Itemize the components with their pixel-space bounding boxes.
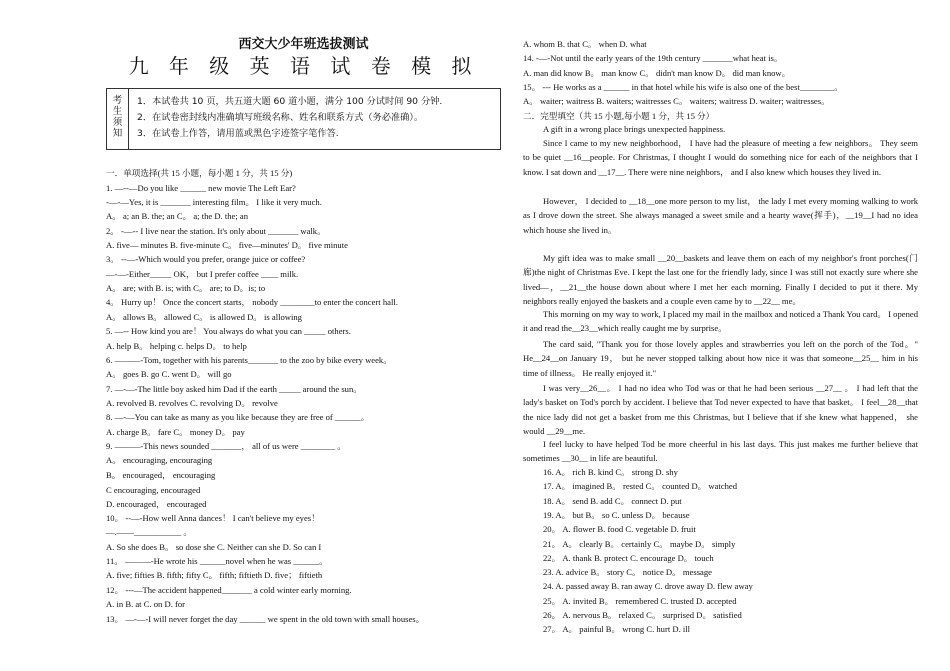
question-line: A. So she does B。 so dose she C. Neither can she D. So can I [106, 542, 322, 552]
answer-option-line: 27。 A。 painful B。 wrong C. hurt D. ill [543, 624, 691, 635]
passage-paragraph: My gift idea was to make small __20__baskets and leave them on each of my neighbor's front porches(门廊)the night of Christmas Eve. I kept the last one for the friendly lady, since I was still not exactly sure where she lived—，__21__the house down about where I met her each morning. Finally I decided to put it there. My neighbors really enjoyed the baskets and a couple even came by to __22__ me。 [523, 253, 918, 307]
section-heading: 二．完型填空（共 15 小题,每小题 1 分，共 15 分） [523, 111, 715, 121]
answer-option-line: 16. A。 rich B. kind C。 strong D. shy [543, 467, 678, 477]
question-line: A。 waiter; waitress B. waiters; waitresses C。 waiters; waitress D. waiter; waitresses。 [523, 96, 830, 106]
question-line: 10。 --—-How well Anna dances！ I can't believe my eyes！ [106, 513, 320, 523]
question-line: A. man did know B。 man know C。 didn't man know D。 did man know。 [523, 68, 791, 78]
notice-side-text: 考生须知 [112, 95, 123, 139]
question-line: A。 a; an B. the; an C。 a; the D. the; an [106, 211, 249, 221]
question-line: 12。 ---—The accident happened_______ a cold winter early morning. [106, 585, 352, 595]
question-line: B。 encouraged， encouraging [106, 470, 216, 480]
passage-paragraph: Since I came to my new neighborhood， I have had the pleasure of meeting a few neighbors。 They seem to be quiet __16__people. For Christmas, I thought I would do something nice for each of the neighbors that I know. I sat down and __17__. There were nine neighbors， and I also knew which houses they lived in. [523, 138, 918, 177]
passage-title: A gift in a wrong place brings unexpected happiness. [543, 124, 726, 134]
question-line: 8. —-—You can take as many as you like because they are free of ______。 [106, 412, 370, 422]
question-line: A. whom B. that C。 when D. what [523, 39, 647, 49]
notice-rule: 1．本试卷共 10 页，共五道大题 60 道小题，满分 100 分试时间 90 分钟. [137, 96, 443, 107]
question-line: 3。 --—-Which would you prefer, orange juice or coffee? [106, 254, 306, 264]
exam-subtitle: 九 年 级 英 语 试 卷 模 拟 [128, 54, 479, 78]
answer-option-line: 21。 A。 clearly B。 certainly C。 maybe D。 simply [543, 538, 736, 549]
question-line: 5. —-- How kind you are！ You always do what you can _____ others. [106, 326, 351, 336]
question-line: 14. -—-Not until the early years of the 19th century _______what heat is。 [523, 53, 783, 63]
passage-paragraph: The card said, "Thank you for those lovely apples and strawberries you left on the porch of the Tod。" He__24__on January 19， but he never stopped talking about how nice it was that someone__25__ him in his time of illness。 He really enjoyed it." [523, 339, 918, 378]
question-line: A。 goes B. go C. went D。 will go [106, 369, 232, 379]
question-line: A. revolved B. revolves C. revolving D。 revolve [106, 398, 278, 408]
question-line: C encouraging, encouraged [106, 485, 201, 495]
question-line: A. in B. at C. on D. for [106, 599, 186, 609]
question-line: 13。 —-—-I will never forget the day ______ we spent in the old town with small houses。 [106, 614, 425, 624]
answer-option-line: 24. A. passed away B. ran away C. drove away D. flew away [543, 581, 753, 592]
question-line: 11。 ———-He wrote his ______novel when he was ______。 [106, 556, 328, 566]
question-line: A。 allows B。 allowed C。 is allowed D。 is allowing [106, 312, 302, 322]
question-line: 1. —--—Do you like ______ new movie The Left Ear? [106, 183, 296, 193]
question-line: -—-—Yes, it is _______ interesting film。 I like it very much. [106, 197, 322, 207]
question-line: —-—-Either_____ OK， but I prefer coffee ____ milk. [106, 269, 299, 279]
passage-paragraph: However， I decided to __18__one more person to my list， the lady I met every morning walking to work as I drove down the street. She always managed a sweet smile and a hearty wave(挥手)，__19__I had no idea which house she lived in。 [523, 196, 918, 235]
notice-rules [137, 94, 494, 142]
notice-rule: 2．在试卷密封线内准确填写班级名称、姓名和联系方式（务必准确）。 [137, 112, 424, 123]
question-line: 9. ———-This news sounded _______， all of us were ________ 。 [106, 441, 346, 451]
question-line: 7. —-—-The little boy asked him Dad if the earth _____ around the sun。 [106, 384, 362, 394]
answer-option-line: 19. A。 but B。 so C. unless D。 because [543, 509, 690, 520]
section-heading: 一．单项选择(共 15 小题，每小题 1 分，共 15 分) [106, 168, 293, 178]
question-line: A. help B。 helping c. helps D。 to help [106, 341, 247, 351]
question-line: —.——___________ 。 [106, 527, 192, 537]
question-line: 4。 Hurry up！ Once the concert starts， nobody ________to enter the concert hall. [106, 297, 398, 307]
question-line: A. charge B。 fare C。 money D。 pay [106, 427, 245, 437]
answer-option-line: 26。 A. nervous B。 relaxed C。 surprised D。 satisfied [543, 610, 742, 620]
question-line: A。 are; with B. is; with C。 are; to D。is; to [106, 283, 266, 293]
candidate-notice-box [106, 88, 501, 150]
answer-option-line: 23. A. advice B。 story C。 notice D。 message [543, 567, 712, 578]
notice-rule: 3．在试卷上作答，请用蓝或黑色字迹签字笔作答. [137, 128, 339, 139]
question-line: A. five— minutes B. five-minute C。 five—minutes' D。 five minute [106, 240, 348, 250]
answer-option-line: 18. A。 send B. add C。 connect D. put [543, 495, 682, 506]
passage-paragraph: I was very__26__。 I had no idea who Tod was or that he had been serious __27__ 。 I had left that the lady's basket on Tod's porch by accident. I believe that Tod never expected to have that basket。 I feel__28__that the nice lady did not get a basket from me this Christmas, but I believe that if she knew what happened， she would __29__me. [523, 383, 918, 437]
question-line: D. encouraged， encouraged [106, 499, 207, 509]
question-line: 2。 -—-- I live near the station. It's only about _______ walk。 [106, 226, 326, 236]
answer-option-line: 17. A。 imagined B。 rested C。 counted D。 watched [543, 481, 738, 492]
answer-option-line: 25。 A. invited B。 remembered C. trusted D. accepted [543, 595, 737, 606]
question-line: A。 encouraging, encouraging [106, 455, 213, 465]
question-line: 6. ———-Tom, together with his parents_______ to the zoo by bike every week。 [106, 355, 392, 365]
passage-paragraph: This morning on my way to work, I placed my mail in the mailbox and noticed a Thank You card。 I opened it and read the__23__which really caught me by surprise。 [523, 309, 918, 334]
passage-paragraph: I feel lucky to have helped Tod be more cheerful in his last days. This just makes me further believe that sometimes __30__ in life are beautiful. [523, 439, 918, 464]
page-title: 西交大少年班选拔测试 [238, 37, 369, 52]
answer-option-line: 22。 A. thank B. protect C. encourage D。 touch [543, 552, 714, 563]
notice-side-label [107, 89, 129, 149]
answer-option-line: 20。 A. flower B. food C. vegetable D. fruit [543, 524, 696, 535]
question-line: A. five; fifties B. fifth; fifty C。 fifth; fiftieth D. five； fiftieth [106, 570, 323, 580]
question-line: 15。 --- He works as a ______ in that hotel while his wife is also one of the best________。 [523, 82, 843, 92]
